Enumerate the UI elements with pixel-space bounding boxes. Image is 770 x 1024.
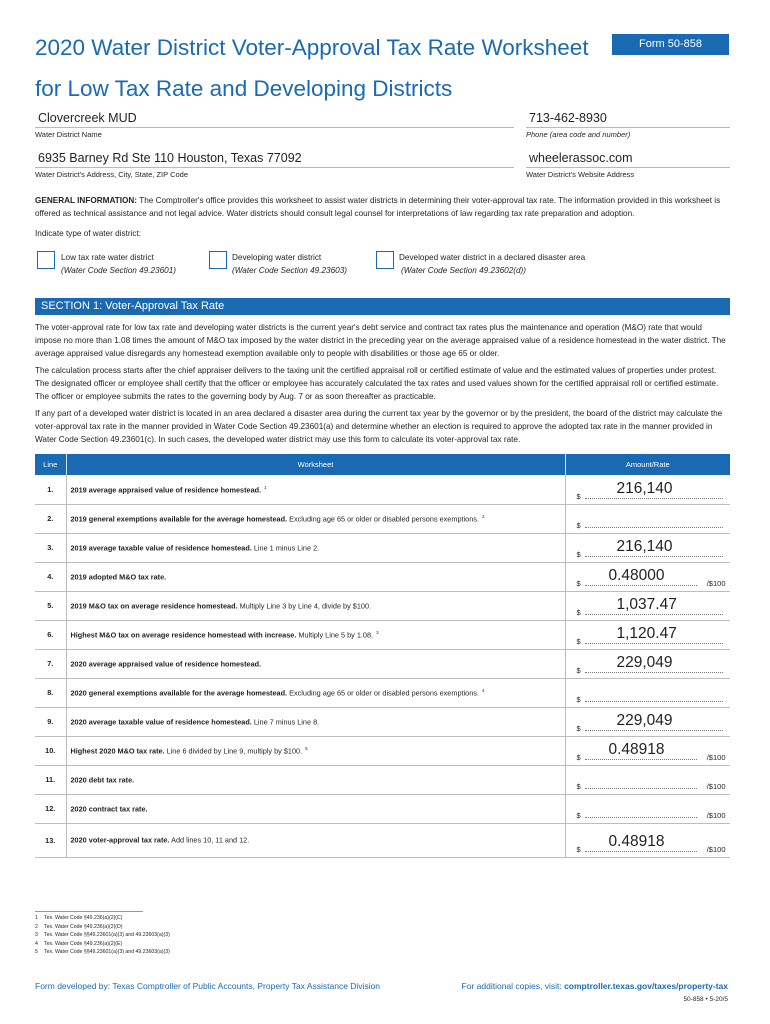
line-number: 9. [35, 707, 66, 736]
amount-underline [585, 527, 723, 528]
amount-underline [585, 730, 723, 731]
general-information-lead: GENERAL INFORMATION: [35, 196, 138, 205]
footnote-ref: 2 [481, 513, 485, 519]
header-line: Line [35, 454, 66, 475]
line-description-bold: 2019 adopted M&O tax rate. [70, 572, 167, 582]
header-worksheet: Worksheet [66, 454, 565, 475]
line-description-rest: Multiply Line 3 by Line 4, divide by $100. [237, 601, 372, 611]
amount-underline [585, 672, 723, 673]
amount-underline [585, 851, 697, 852]
line-description-bold: 2019 average taxable value of residence homestead. [70, 543, 252, 553]
footnote [35, 932, 170, 938]
line-description [66, 533, 565, 562]
line-description [66, 475, 565, 504]
line-number: 5. [35, 591, 66, 620]
address-field[interactable]: 6935 Barney Rd Ste 110 Houston, Texas 77092 [38, 151, 302, 165]
line-description [66, 562, 565, 591]
form-number-badge: Form 50-858 [612, 34, 729, 55]
line-number: 1. [35, 475, 66, 504]
dollar-sign: $ [576, 636, 581, 646]
line-description-bold: 2020 average appraised value of residence homestead. [70, 659, 262, 669]
rate-unit: /$100 [706, 844, 726, 854]
footnote-divider [35, 911, 143, 912]
amount-value[interactable]: 0.48918 [608, 832, 665, 850]
line-number: 3. [35, 533, 66, 562]
footnote-number: 4 [35, 940, 38, 947]
line-description-bold: Highest M&O tax on average residence homestead with increase. [70, 630, 297, 640]
option-low-tax-rate-cite: (Water Code Section 49.23601) [61, 266, 176, 275]
district-name-underline [35, 127, 514, 128]
option-developing-cite: (Water Code Section 49.23603) [232, 266, 347, 275]
amount-cell [565, 475, 730, 504]
line-description-bold: 2020 debt tax rate. [70, 775, 135, 785]
amount-cell [565, 765, 730, 794]
amount-underline [585, 498, 723, 499]
line-description [66, 678, 565, 707]
footnote-ref: 4 [481, 687, 485, 693]
dollar-sign: $ [576, 607, 581, 617]
footnote [35, 924, 123, 930]
footnote-text: Tex. Water Code §§49.23601(a)(3) and 49.23603(a)(3) [44, 932, 170, 938]
worksheet-row [35, 620, 730, 649]
footer-copies-prefix: For additional copies, visit: [461, 981, 565, 991]
line-number: 2. [35, 504, 66, 533]
amount-value[interactable]: 0.48000 [608, 566, 665, 584]
line-description-rest: Add lines 10, 11 and 12. [169, 835, 250, 845]
footer-copies-link[interactable]: comptroller.texas.gov/taxes/property-tax [564, 981, 728, 991]
line-number: 4. [35, 562, 66, 591]
footnote-number: 3 [35, 932, 38, 938]
worksheet-row [35, 533, 730, 562]
option-developing-label: Developing water district [232, 253, 322, 262]
dollar-sign: $ [576, 810, 581, 820]
line-number: 11. [35, 765, 66, 794]
footnote [35, 941, 122, 947]
rate-unit: /$100 [706, 810, 726, 820]
dollar-sign: $ [576, 781, 581, 791]
amount-underline [585, 556, 723, 557]
dollar-sign: $ [576, 752, 581, 762]
line-number: 12. [35, 794, 66, 823]
amount-cell [565, 620, 730, 649]
line-description-rest: Line 6 divided by Line 9, multiply by $100. [164, 746, 303, 756]
worksheet-row [35, 678, 730, 707]
section-1-paragraph-1: The voter-approval rate for low tax rate and developing water districts is the current year's debt service and contract tax rates plus the maintenance and operation (M&O) rate that would impose no more than 1.08 times the amount of M&O tax imposed by the water district in the preceding year on the average appraised value of a residence homestead in the water district. The average appraised value disregards any homestead exemption available only to people with disabilities or those age 65 or older. [35, 323, 726, 358]
line-description [66, 823, 565, 857]
amount-value[interactable]: 1,120.47 [616, 624, 677, 642]
line-description-rest: Line 7 minus Line 8. [251, 717, 320, 727]
form-title-line-1: 2020 Water District Voter-Approval Tax Rate Worksheet [35, 35, 589, 60]
dollar-sign: $ [576, 549, 581, 559]
line-description [66, 736, 565, 765]
address-label: Water District's Address, City, State, ZIP Code [35, 170, 189, 179]
amount-cell [565, 533, 730, 562]
amount-value[interactable]: 229,049 [616, 711, 673, 729]
line-description [66, 649, 565, 678]
rate-unit: /$100 [706, 781, 726, 791]
phone-label: Phone (area code and number) [526, 130, 631, 139]
form-revision-id: 50-858 • 5-20/5 [683, 996, 728, 1003]
footer-developed-by: Form developed by: Texas Comptroller of Public Accounts, Property Tax Assistance Division [35, 981, 381, 991]
rate-unit: /$100 [706, 578, 726, 588]
dollar-sign: $ [576, 665, 581, 675]
line-description-rest: Line 1 minus Line 2. [251, 543, 320, 553]
worksheet-table [35, 454, 730, 858]
checkbox-developed-disaster[interactable] [376, 251, 394, 269]
worksheet-row [35, 649, 730, 678]
address-underline [35, 167, 514, 168]
worksheet-row [35, 707, 730, 736]
amount-underline [585, 701, 723, 702]
amount-underline [585, 759, 697, 760]
option-low-tax-rate-label: Low tax rate water district [61, 253, 154, 262]
amount-cell [565, 504, 730, 533]
worksheet-body [35, 475, 730, 857]
line-description-rest: Excluding age 65 or older or disabled persons exemptions. [287, 514, 479, 524]
line-number: 10. [35, 736, 66, 765]
amount-underline [585, 614, 723, 615]
general-information-text: The Comptroller's office provides this worksheet to assist water districts in determining their voter-approval tax rate. The information provided in this worksheet is offered as technical assistance and not legal advice. Water districts should consult legal counsel for interpretations of law regarding tax rate preparation and adoption. [35, 196, 721, 218]
footer-copies [462, 981, 728, 991]
line-number: 8. [35, 678, 66, 707]
line-description-rest: Excluding age 65 or older or disabled persons exemptions. [287, 688, 479, 698]
footnote-ref: 1 [264, 484, 267, 490]
website-label: Water District's Website Address [526, 170, 635, 179]
dollar-sign: $ [576, 694, 581, 704]
line-description [66, 504, 565, 533]
dollar-sign: $ [576, 844, 581, 854]
amount-underline [585, 788, 697, 789]
dollar-sign: $ [576, 578, 581, 588]
footnote-text: Tex. Water Code §§49.23601(a)(3) and 49.23603(a)(3) [44, 949, 170, 955]
line-description-bold: 2019 M&O tax on average residence homestead. [70, 601, 238, 611]
line-number: 13. [35, 823, 66, 857]
worksheet-row [35, 562, 730, 591]
line-description-rest: Multiply Line 5 by 1.08. [296, 630, 374, 640]
dollar-sign: $ [576, 520, 581, 530]
footnote-ref: 5 [305, 745, 308, 751]
amount-cell [565, 794, 730, 823]
line-description [66, 765, 565, 794]
worksheet-row [35, 475, 730, 504]
line-number: 6. [35, 620, 66, 649]
amount-value[interactable]: 0.48918 [608, 740, 665, 758]
footnote [35, 949, 170, 955]
header-amount: Amount/Rate [565, 454, 730, 475]
line-description-bold: 2019 average appraised value of residence homestead. [70, 484, 262, 494]
footnote-text: Tex. Water Code §49.236(a)(2)(E) [44, 940, 123, 947]
line-description-bold: Highest 2020 M&O tax rate. [70, 746, 165, 756]
amount-value[interactable]: 216,140 [616, 537, 673, 555]
rate-unit: /$100 [706, 752, 726, 762]
footnote-number: 5 [35, 949, 38, 955]
option-developed-disaster-cite: (Water Code Section 49.23602(d)) [401, 266, 527, 275]
website-underline [526, 167, 730, 168]
amount-cell [565, 649, 730, 678]
footnote-number: 2 [35, 923, 38, 930]
amount-value[interactable]: 229,049 [616, 653, 673, 671]
checkbox-developing[interactable] [209, 251, 227, 269]
amount-underline [585, 817, 697, 818]
amount-cell [565, 736, 730, 765]
district-type-prompt: Indicate type of water district: [35, 229, 142, 238]
footnote-text: Tex. Water Code §49.236(a)(2)(D) [44, 923, 123, 930]
line-description [66, 591, 565, 620]
form-title-line-2: for Low Tax Rate and Developing Districts [35, 76, 453, 101]
worksheet-row [35, 736, 730, 765]
worksheet-row [35, 504, 730, 533]
phone-underline [526, 127, 730, 128]
amount-cell [565, 591, 730, 620]
worksheet-row [35, 823, 730, 857]
option-developed-disaster-label: Developed water district in a declared disaster area [399, 253, 586, 262]
footnote-text: Tex. Water Code §49.236(a)(2)(C) [44, 915, 123, 921]
line-description-bold: 2020 contract tax rate. [70, 804, 148, 814]
dollar-sign: $ [576, 491, 581, 501]
line-description-bold: 2020 average taxable value of residence homestead. [70, 717, 252, 727]
website-field[interactable]: wheelerassoc.com [529, 151, 633, 165]
amount-cell [565, 823, 730, 857]
district-name-label: Water District Name [35, 130, 102, 139]
dollar-sign: $ [576, 723, 581, 733]
worksheet-row [35, 765, 730, 794]
amount-value[interactable]: 216,140 [616, 479, 673, 497]
footnote-number: 1 [35, 915, 38, 921]
section-1-paragraph-3: If any part of a developed water district is located in an area declared a disaster area during the current tax year by the governor or by the president, the board of the district may calculate the voter-approval tax rate in the manner provided in Water Code Section 49.23601(a) and determine whether an election is required to approve the adopted tax rate in the manner provided in Water Code Section 49.23601(c). In such cases, the developed water district may use this form to calculate its voter-approval tax rate. [35, 409, 723, 444]
section-1-paragraph-2: The calculation process starts after the chief appraiser delivers to the taxing unit the certified appraisal roll or certified estimate of value and the estimated values of properties under protest. The designated officer or employee shall certify that the officer or employee has accurately calculated the tax rates and used values shown for the certified appraisal roll or certified estimate. The officer or employee submits the rates to the governing body by Aug. 7 or as soon thereafter as practicable. [35, 366, 719, 401]
phone-field[interactable]: 713-462-8930 [529, 111, 607, 125]
worksheet-row [35, 794, 730, 823]
general-information [35, 194, 730, 220]
amount-cell [565, 678, 730, 707]
footnote [35, 915, 123, 921]
line-description [66, 707, 565, 736]
line-description-bold: 2019 general exemptions available for the average homestead. [70, 514, 288, 524]
section-1-header: SECTION 1: Voter-Approval Tax Rate [35, 298, 730, 315]
amount-cell [565, 707, 730, 736]
checkbox-low-tax-rate[interactable] [37, 251, 55, 269]
worksheet-row [35, 591, 730, 620]
amount-cell [565, 562, 730, 591]
line-number: 7. [35, 649, 66, 678]
amount-value[interactable]: 1,037.47 [616, 595, 677, 613]
amount-underline [585, 643, 723, 644]
line-description-bold: 2020 voter-approval tax rate. [70, 835, 170, 845]
line-description [66, 620, 565, 649]
line-description-bold: 2020 general exemptions available for the average homestead. [70, 688, 288, 698]
amount-underline [585, 585, 697, 586]
district-name-field[interactable]: Clovercreek MUD [38, 111, 137, 125]
line-description [66, 794, 565, 823]
footnote-ref: 3 [376, 629, 379, 635]
